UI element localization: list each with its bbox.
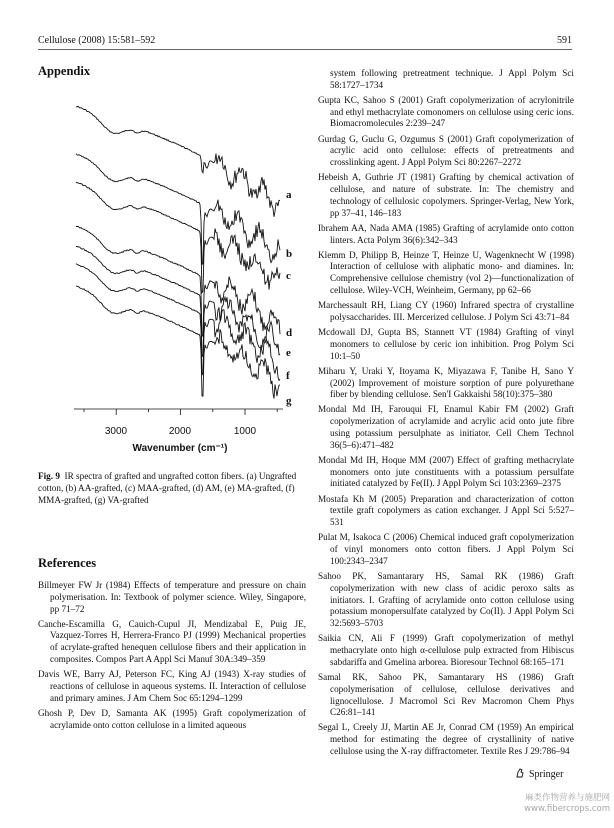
curve-label: f	[286, 370, 290, 382]
watermark	[482, 793, 610, 815]
curve-label: c	[286, 270, 291, 282]
appendix-heading: Appendix	[38, 64, 91, 78]
reference-entry: Gupta KC, Sahoo S (2001) Graft copolymerization of acrylonitrile and ethyl methacrylate comonomers on cellulose using ceric ions. Biomacromolecules 2:239–247	[318, 94, 574, 129]
references-column-right	[318, 68, 574, 761]
reference-entry: Canche-Escamilla G, Cauich-Cupul JI, Mendizabal E, Puig JE, Vazquez-Torres H, Herrera-Franco PJ (1999) Mechanical properties of acrylate-grafted henequen cellulose fibers and their application in composites. Compos Part A Appl Sci Manuf 30A:349–359	[38, 618, 306, 665]
spectrum-curve	[76, 264, 280, 381]
figure-label: Fig. 9	[38, 471, 60, 481]
running-header-journal: Cellulose (2008) 15:581–592	[38, 35, 156, 46]
publisher-name: Springer	[529, 769, 564, 780]
reference-entry: Hebeish A, Guthrie JT (1981) Grafting by chemical activation of cellulose, and nature of substrate. In: The chemistry and technology of cellulosic copolymers. Springer-Verlag, New York, pp 37–41, 146–183	[318, 172, 574, 218]
references-heading: References	[38, 556, 97, 570]
curve-label: g	[286, 395, 292, 407]
reference-entry: Pulat M, Isakoca C (2006) Chemical induced graft copolymerization of vinyl monomers onto cotton fibers. J Appl Polym Sci 100:2343–2347	[318, 532, 574, 566]
page-number: 591	[557, 35, 572, 46]
reference-entry: Ghosh P, Dev D, Samanta AK (1995) Graft copolymerization of acrylamide onto cotton cellulose in a limited aqueous	[38, 707, 306, 730]
header-rule	[38, 49, 572, 50]
reference-entry: Marchessault RH, Liang CY (1960) Infrared spectra of crystalline polysaccharides. III. Mercerized cellulose. J Polym Sci 43:71–84	[318, 300, 574, 322]
springer-horse-icon	[515, 768, 525, 778]
curve-label: b	[286, 248, 293, 260]
curve-label: a	[286, 189, 292, 201]
spectrum-curve	[76, 154, 280, 265]
reference-entry: Mostafa Kh M (2005) Preparation and characterization of cotton textile graft copolymers as cation exchanger. J Appl Sci 5:527–531	[318, 493, 574, 528]
x-axis-title: Wavenumber (cm⁻¹)	[132, 443, 228, 454]
reference-entry: Miharu Y, Uraki Y, Itoyama K, Miyazawa F, Tanibe H, Sano Y (2002) Improvement of moisture sorption of pure polyurethane fiber by blending cellulose. Sen'I Gakkaishi 58(10):375–380	[318, 365, 574, 400]
reference-entry: Gurdag G, Guclu G, Ozgumus S (2001) Graft copolymerization of acrylic acid onto cellulose: effects of pretreatments and crosslinking agent. J Appl Polym Sci 80:2267–2272	[318, 133, 574, 168]
reference-entry: Klemm D, Philipp B, Heinze T, Heinze U, Wagenknecht W (1998) Interaction of cellulose with aliphatic mono- and diamines. In: Comprehensive cellulose chemistry (vol 2)—functionalization of cellulose. Wiley-VCH, Weinheim, Germany, pp 62–66	[318, 249, 574, 296]
watermark-line-2: www.fibercrops.com	[524, 804, 610, 814]
reference-entry: Mcdowall DJ, Gupta BS, Stannett VT (1984) Grafting of vinyl monomers to cellulose by ceric ion inhibition. Prog Polym Sci 10:1–50	[318, 327, 574, 361]
reference-entry: Saikia CN, Ali F (1999) Graft copolymerization of methyl methacrylate onto high α-cellulose pulp extracted from Hibiscus sabdariffa and Gmelina arborea. Bioresour Technol 68:165–171	[318, 633, 574, 667]
reference-entry: Segal L, Creely JJ, Martin AE Jr, Conrad CM (1959) An empirical method for estimating the degree of crystallinity of native cellulose using the X-ray diffractometer. Textile Res J 29:786–94	[318, 722, 574, 756]
curve-label: d	[286, 327, 293, 339]
reference-entry: Davis WE, Barry AJ, Peterson FC, King AJ (1943) X-ray studies of reactions of cellulose in aqueous systems. II. Interaction of cellulose and primary amines. J Am Chem Soc 65:1294–1299	[38, 669, 306, 703]
ir-spectra-figure	[40, 86, 318, 462]
reference-continuation: system following pretreatment technique. J Appl Polym Sci 58:1727–1734	[330, 68, 574, 90]
spectrum-curve	[76, 182, 280, 293]
figure-caption	[38, 471, 306, 506]
ir-spectra-plot	[40, 86, 318, 462]
spectrum-curve	[76, 106, 280, 217]
figure-caption-text: IR spectra of grafted and ungrafted cotton fibers. (a) Ungrafted cotton, (b) AA-grafted, (c) MAA-grafted, (d) AM, (e) MA-grafted, (f) MMA-grafted, (g) VA-grafted	[38, 471, 297, 505]
reference-entry: Billmeyer FW Jr (1984) Effects of temperature and pressure on chain polymerisation. In: Textbook of polymer science. Wiley, Singapore, pp 71–72	[38, 580, 306, 614]
x-tick-label: 3000	[104, 426, 128, 437]
x-tick-label: 1000	[233, 426, 257, 437]
reference-entry: Mondal Md IH, Farouqui FI, Enamul Kabir FM (2002) Graft copolymerization of acrylamide and acrylic acid onto jute fibre using potassium persulphate as initiator. Cell Chem Technol 36(5–6):471–482	[318, 404, 574, 450]
references-column-left	[38, 580, 306, 735]
publisher-logo	[515, 768, 563, 780]
reference-entry: Sahoo PK, Samantarary HS, Samal RK (1986) Graft copolymerization with new class of acidic peroxo salts as initiators. I. Grafting of acrylamide onto cotton cellulose using potassium monopersulfate catalyzed by Co(II). J Appl Polym Sci 32:5693–5703	[318, 570, 574, 629]
reference-entry: Samal RK, Sahoo PK, Samantarary HS (1986) Graft copolymerisation of cellulose, cellulose derivatives and lignocellulose. J Macromol Sci Rev Macromon Chem Phys C26:81–141	[318, 671, 574, 718]
reference-entry: Mondal Md IH, Hoque MM (2007) Effect of grafting methacrylate monomers onto jute constituents with a potassium persulfate initiated catalyzed by Fe(II). J Appl Polym Sci 103:2369–2375	[318, 454, 574, 489]
x-tick-label: 2000	[168, 426, 192, 437]
curve-label: e	[286, 347, 291, 359]
reference-entry: Ibrahem AA, Nada AMA (1985) Grafting of acrylamide onto cotton linters. Acta Polym 36(6):342–343	[318, 222, 574, 245]
watermark-line-1: 麻类作物营养与施肥网	[524, 793, 610, 803]
